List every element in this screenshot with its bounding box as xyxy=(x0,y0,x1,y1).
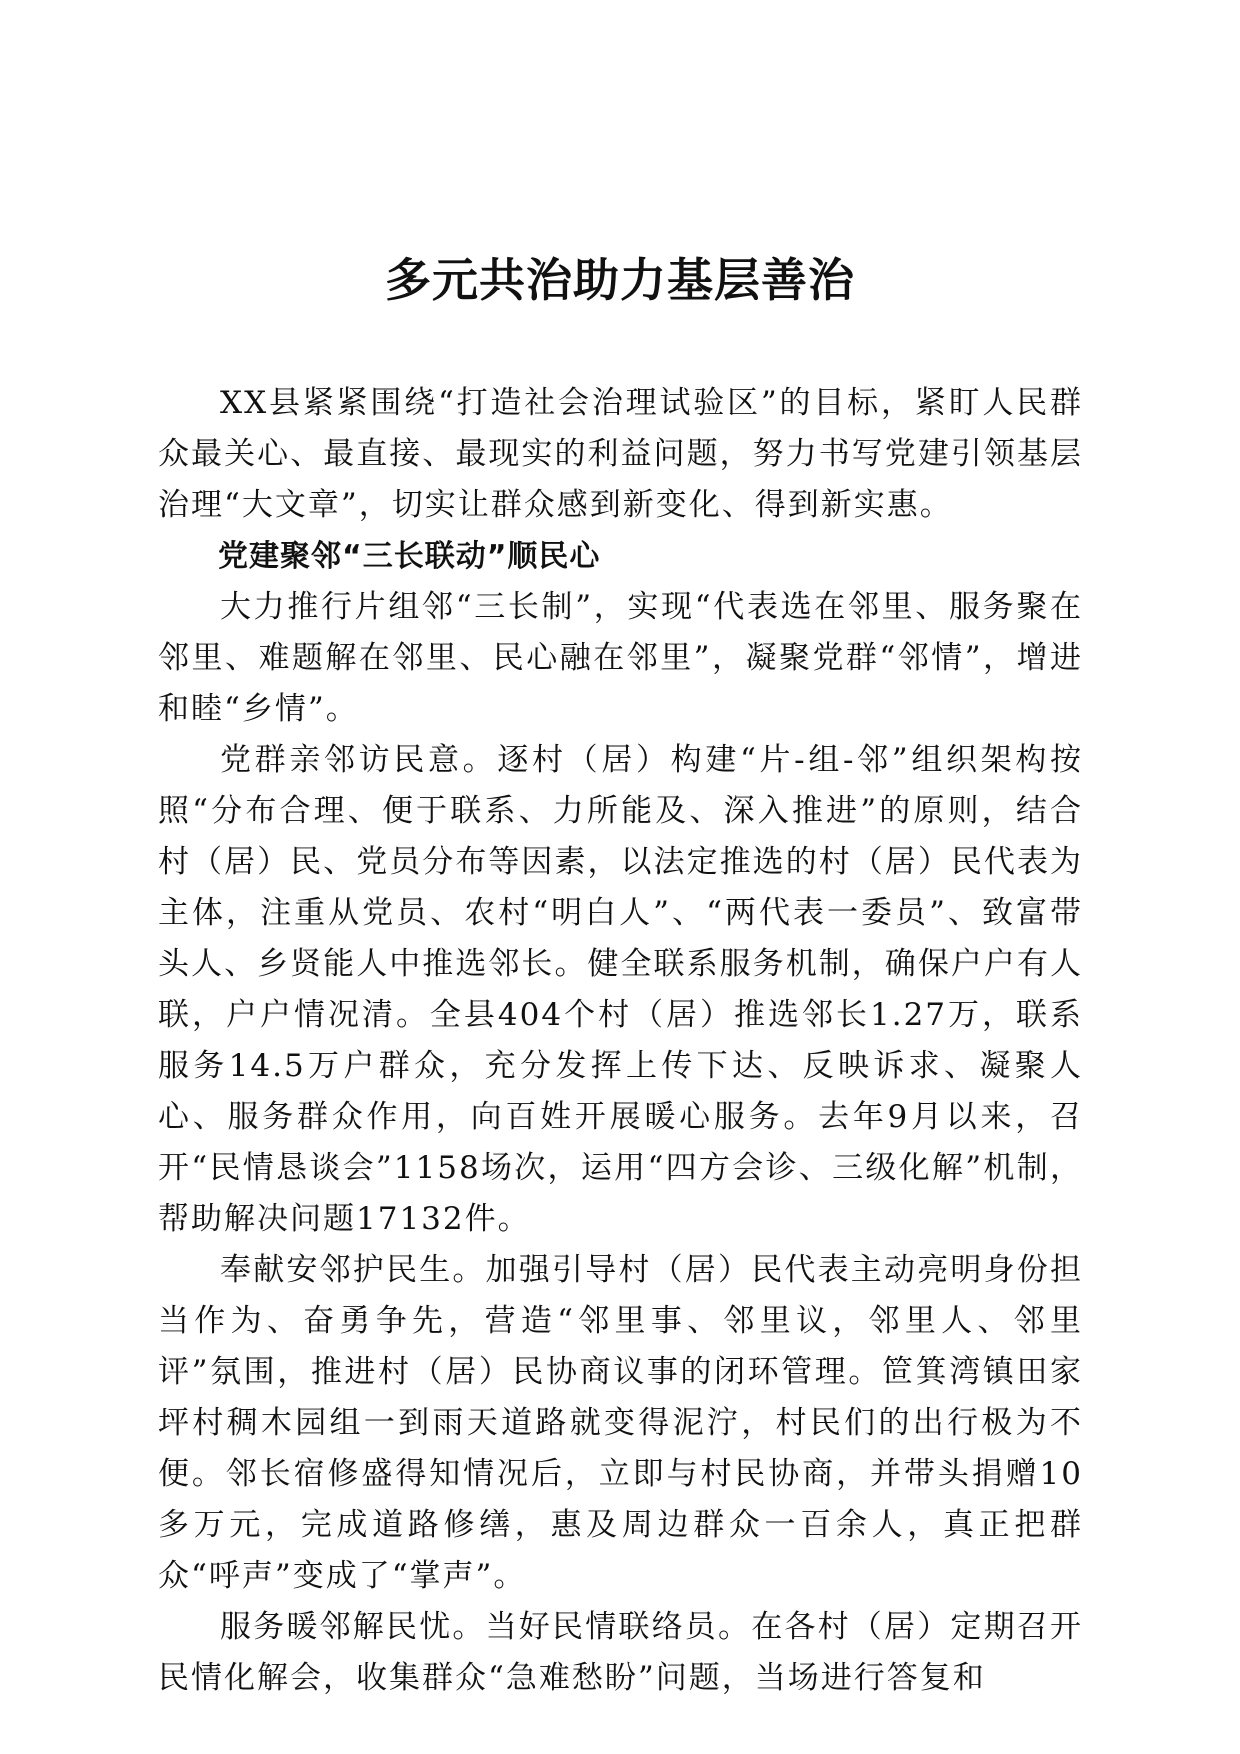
intro-paragraph: XX县紧紧围绕“打造社会治理试验区”的目标，紧盯人民群众最关心、最直接、最现实的利益问题，努力书写党建引领基层治理“大文章”，切实让群众感到新变化、得到新实惠。 xyxy=(158,385,1083,523)
paragraph-service: 服务暖邻解民忧。当好民情联络员。在各村（居）定期召开民情化解会，收集群众“急难愁盼”问题，当场进行答复和 xyxy=(158,1609,1083,1696)
paragraph-overview: 大力推行片组邻“三长制”，实现“代表选在邻里、服务聚在邻里、难题解在邻里、民心融在邻里”，凝聚党群“邻情”，增进和睦“乡情”。 xyxy=(158,589,1083,727)
document-body xyxy=(158,378,1083,1704)
document-title: 多元共治助力基层善治 xyxy=(385,253,855,307)
section-heading: 党建聚邻“三长联动”顺民心 xyxy=(218,539,601,574)
paragraph-livelihood: 奉献安邻护民生。加强引导村（居）民代表主动亮明身份担当作为、奋勇争先，营造“邻里事、邻里议，邻里人、邻里评”氛围，推进村（居）民协商议事的闭环管理。笸箕湾镇田家坪村稠木园组一到雨天道路就变得泥泞，村民们的出行极为不便。邻长宿修盛得知情况后，立即与村民协商，并带头捐赠10多万元，完成道路修缮，惠及周边群众一百余人，真正把群众“呼声”变成了“掌声”。 xyxy=(158,1252,1083,1594)
paragraph-public-opinion: 党群亲邻访民意。逐村（居）构建“片-组-邻”组织架构按照“分布合理、便于联系、力所能及、深入推进”的原则，结合村（居）民、党员分布等因素，以法定推选的村（居）民代表为主体，注重从党员、农村“明白人”、“两代表一委员”、致富带头人、乡贤能人中推选邻长。健全联系服务机制，确保户户有人联，户户情况清。全县404个村（居）推选邻长1.27万，联系服务14.5万户群众，充分发挥上传下达、反映诉求、凝聚人心、服务群众作用，向百姓开展暖心服务。去年9月以来，召开“民情恳谈会”1158场次，运用“四方会诊、三级化解”机制，帮助解决问题17132件。 xyxy=(158,742,1083,1237)
